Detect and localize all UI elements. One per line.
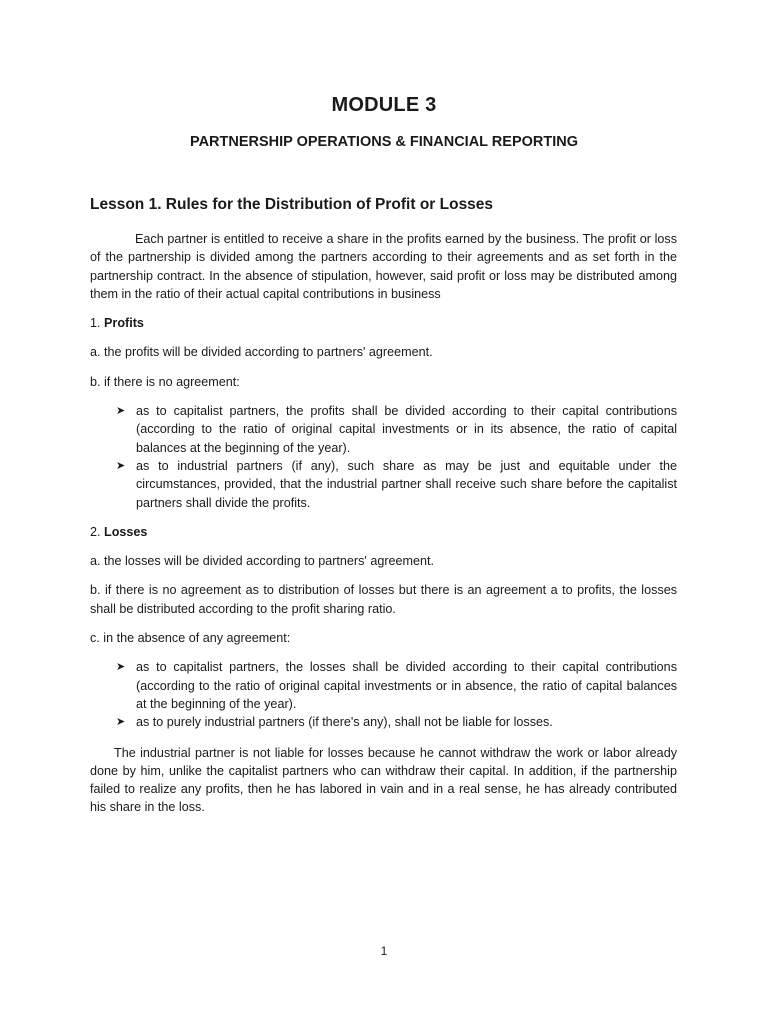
closing-paragraph: The industrial partner is not liable for losses because he cannot withdraw the work or labor already done by him, unlike the capitalist partners who can withdraw their capital. In addition, if the partnership failed to realize any profits, then he has labored in vain and in a real sense, he has already contributed his share in the loss. [90,745,677,815]
profits-bullet-list [90,402,677,512]
intro-paragraph: Each partner is entitled to receive a share in the profits earned by the business. The profit or loss of the partnership is divided among the partners according to their agreements and as set forth in the partnership contract. In the absence of stipulation, however, said profit or loss may be distributed among them in the ratio of their actual capital contributions in business [90,232,677,301]
profits-label: Profits [104,316,144,331]
profits-number: 1. [90,316,101,331]
bullet-text: as to industrial partners (if any), such share as may be just and equitable under the circumstances, provided, that the industrial partner shall receive such share before the capitalist partners shall divide the profits. [136,458,677,510]
page-number: 1 [380,944,388,958]
lesson-title: Lesson 1. Rules for the Distribution of Profit or Losses [90,196,494,213]
list-item [90,457,677,512]
module-title: MODULE 3 [331,94,437,116]
document-body [90,230,677,817]
losses-item-b: b. if there is no agreement as to distribution of losses but there is an agreement a to profits, the losses shall be distributed according to the profit sharing ratio. [90,583,677,616]
arrow-bullet-icon: ➤ [116,459,126,472]
profits-item-a: a. the profits will be divided according to partners' agreement. [90,345,433,360]
profits-item-b: b. if there is no agreement: [90,374,240,389]
bullet-text: as to purely industrial partners (if there's any), shall not be liable for losses. [136,715,553,730]
list-item [90,402,677,457]
module-subtitle: PARTNERSHIP OPERATIONS & FINANCIAL REPORTING [189,134,579,150]
losses-item-c: c. in the absence of any agreement: [90,631,291,646]
arrow-bullet-icon: ➤ [116,716,126,729]
profits-heading [90,314,677,332]
losses-heading [90,523,677,541]
list-item [90,658,677,713]
losses-item-a: a. the losses will be divided according to partners' agreement. [90,554,435,569]
bullet-text: as to capitalist partners, the profits shall be divided according to their capital contributions (according to the ratio of original capital investments or in its absence, the ratio of capital balances at the beginning of the year). [136,404,677,455]
bullet-text: as to capitalist partners, the losses shall be divided according to their capital contributions (according to the ratio of original capital investments or in absence, the ratio of capital balances at the beginning of the year). [136,660,677,711]
arrow-bullet-icon: ➤ [116,405,126,418]
losses-bullet-list [90,658,677,731]
arrow-bullet-icon: ➤ [116,661,126,674]
losses-label: Losses [104,524,148,539]
list-item [90,713,677,731]
losses-number: 2. [90,524,101,539]
